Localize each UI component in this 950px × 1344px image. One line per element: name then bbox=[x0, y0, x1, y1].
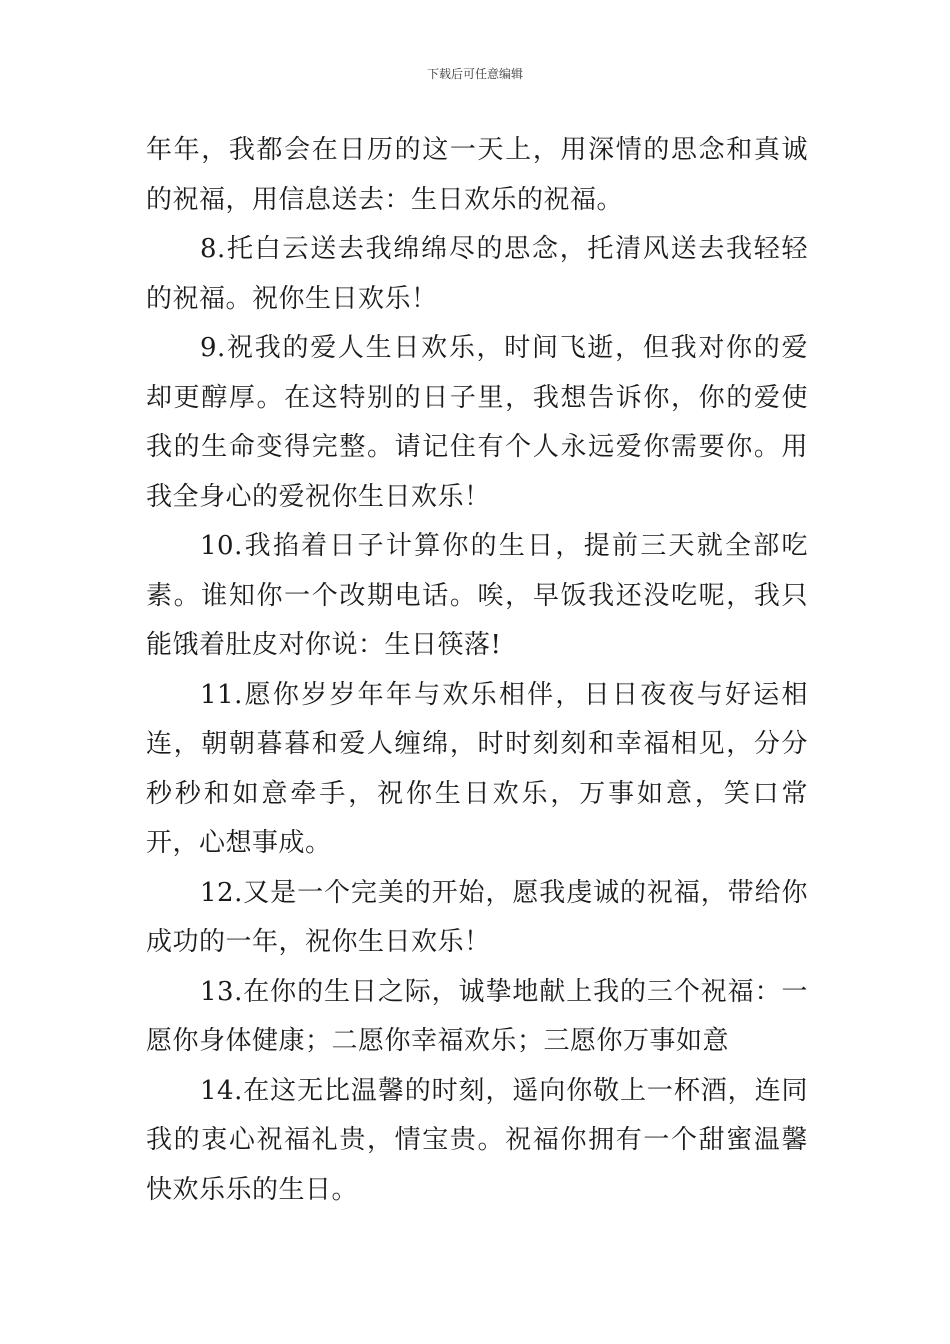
paragraph-item-11: 11.愿你岁岁年年与欢乐相伴，日日夜夜与好运相连，朝朝暮暮和爱人缠绵，时时刻刻和幸福相见，分分秒秒和如意牵手，祝你生日欢乐，万事如意，笑口常开，心想事成。 bbox=[146, 679, 808, 858]
document-body bbox=[146, 126, 808, 1215]
page-header-note: 下载后可任意编辑 bbox=[426, 67, 523, 81]
paragraph-item-10: 10.我掐着日子计算你的生日，提前三天就全部吃素。谁知你一个改期电话。唉，早饭我还没吃呢，我只能饿着肚皮对你说：生日筷落! bbox=[146, 531, 808, 660]
paragraph-item-12: 12.又是一个完美的开始，愿我虔诚的祝福，带给你成功的一年，祝你生日欢乐！ bbox=[146, 877, 808, 957]
paragraph-continuation: 年年，我都会在日历的这一天上，用深情的思念和真诚的祝福，用信息送去：生日欢乐的祝福。 bbox=[146, 135, 808, 215]
paragraph-item-14: 14.在这无比温馨的时刻，遥向你敬上一杯酒，连同我的衷心祝福礼贵，情宝贵。祝福你拥有一个甜蜜温馨快欢乐乐的生日。 bbox=[146, 1075, 808, 1205]
paragraph-item-8: 8.托白云送去我绵绵尽的思念，托清风送去我轻轻的祝福。祝你生日欢乐！ bbox=[146, 234, 808, 314]
paragraph-item-13: 13.在你的生日之际，诚挚地献上我的三个祝福：一愿你身体健康；二愿你幸福欢乐；三愿你万事如意 bbox=[146, 976, 808, 1056]
paragraph-item-9: 9.祝我的爱人生日欢乐，时间飞逝，但我对你的爱却更醇厚。在这特别的日子里，我想告诉你，你的爱使我的生命变得完整。请记住有个人永远爱你需要你。用我全身心的爱祝你生日欢乐！ bbox=[146, 333, 808, 512]
